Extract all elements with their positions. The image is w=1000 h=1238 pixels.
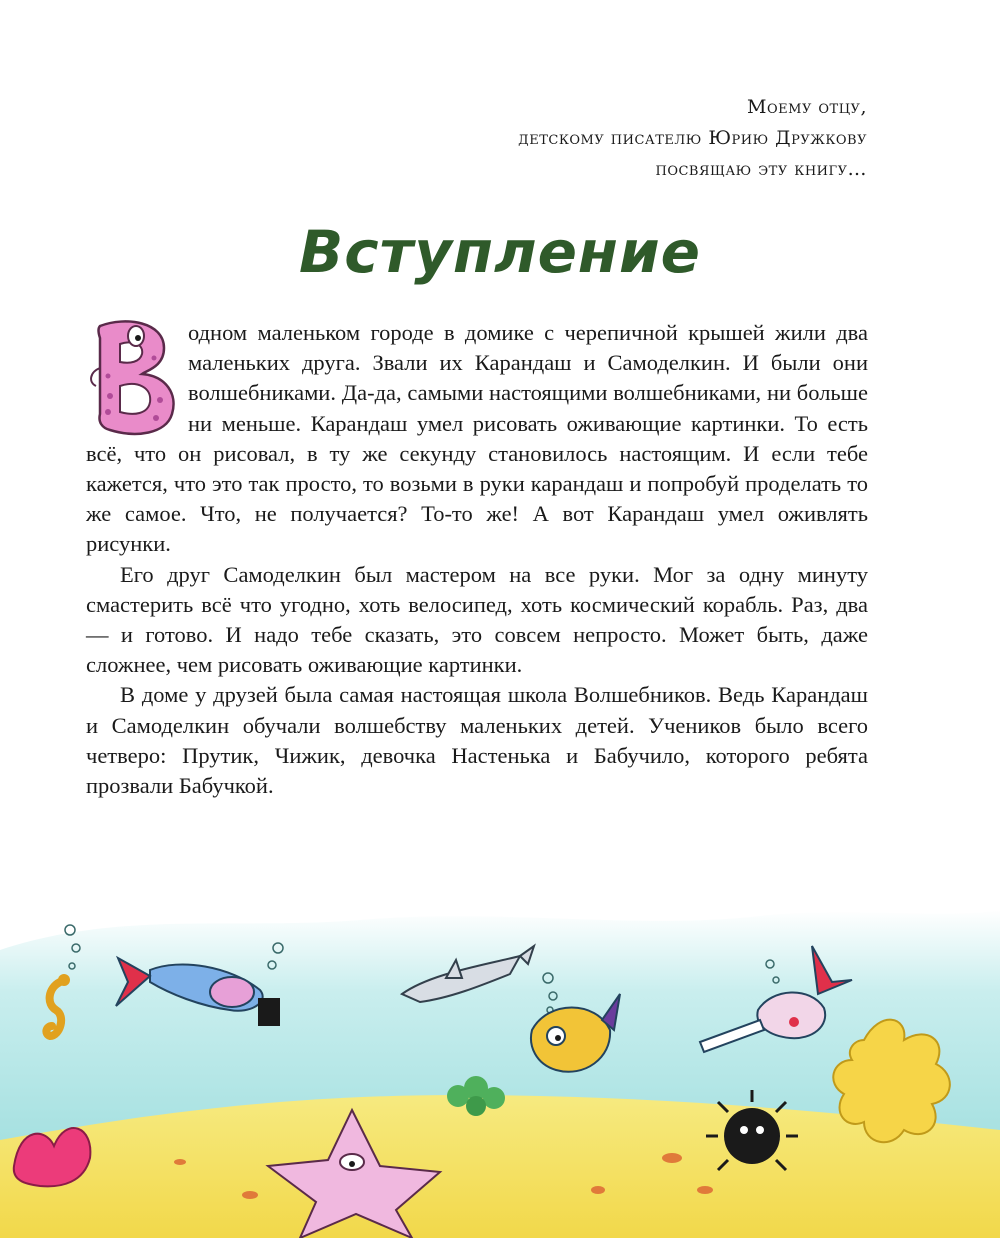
dropcap-octopus-letter-illustration [86,318,180,438]
dedication [347,92,867,185]
underwater-scene-illustration [0,890,1000,1238]
paragraph-2: Его друг Самоделкин был мастером на все руки. Мог за одну минуту смастерить всё что угодно, хоть велосипед, хоть космический корабль. Раз, два — и готово. И надо тебе сказать, это совсем непросто. Может быть, даже сложнее, чем рисовать оживающие картинки. [86,561,868,678]
dedication-line-3: посвящаю эту книгу… [655,158,867,180]
chapter-title: Вступление [299,218,701,286]
paragraph-1: одном маленьком городе в домике с черепичной крышей жили два маленьких друга. Звали их Карандаш и Самоделкин. И были они волшебниками. Да-да, самыми настоящими волшебниками, ни больше ни меньше. Карандаш умел рисовать оживающие картинки. То есть всё, что он рисовал, в ту же секунду становилось настоящим. И если тебе кажется, что это так просто, то возьми в руки карандаш и попробуй проделать то же самое. Что, не получается? То-то же! А вот Карандаш умел оживлять рисунки. [86,320,868,557]
story-text [86,318,868,801]
dedication-line-1: Моему отцу, [747,96,867,118]
paragraph-3: В доме у друзей была самая настоящая школа Волшебников. Ведь Карандаш и Самоделкин обучали волшебству маленьких детей. Учеников было всего четверо: Прутик, Чижик, девочка Настенька и Бабучило, которого ребята прозвали Бабучкой. [86,682,868,799]
dedication-line-2: детскому писателю Юрию Дружкову [518,127,867,149]
